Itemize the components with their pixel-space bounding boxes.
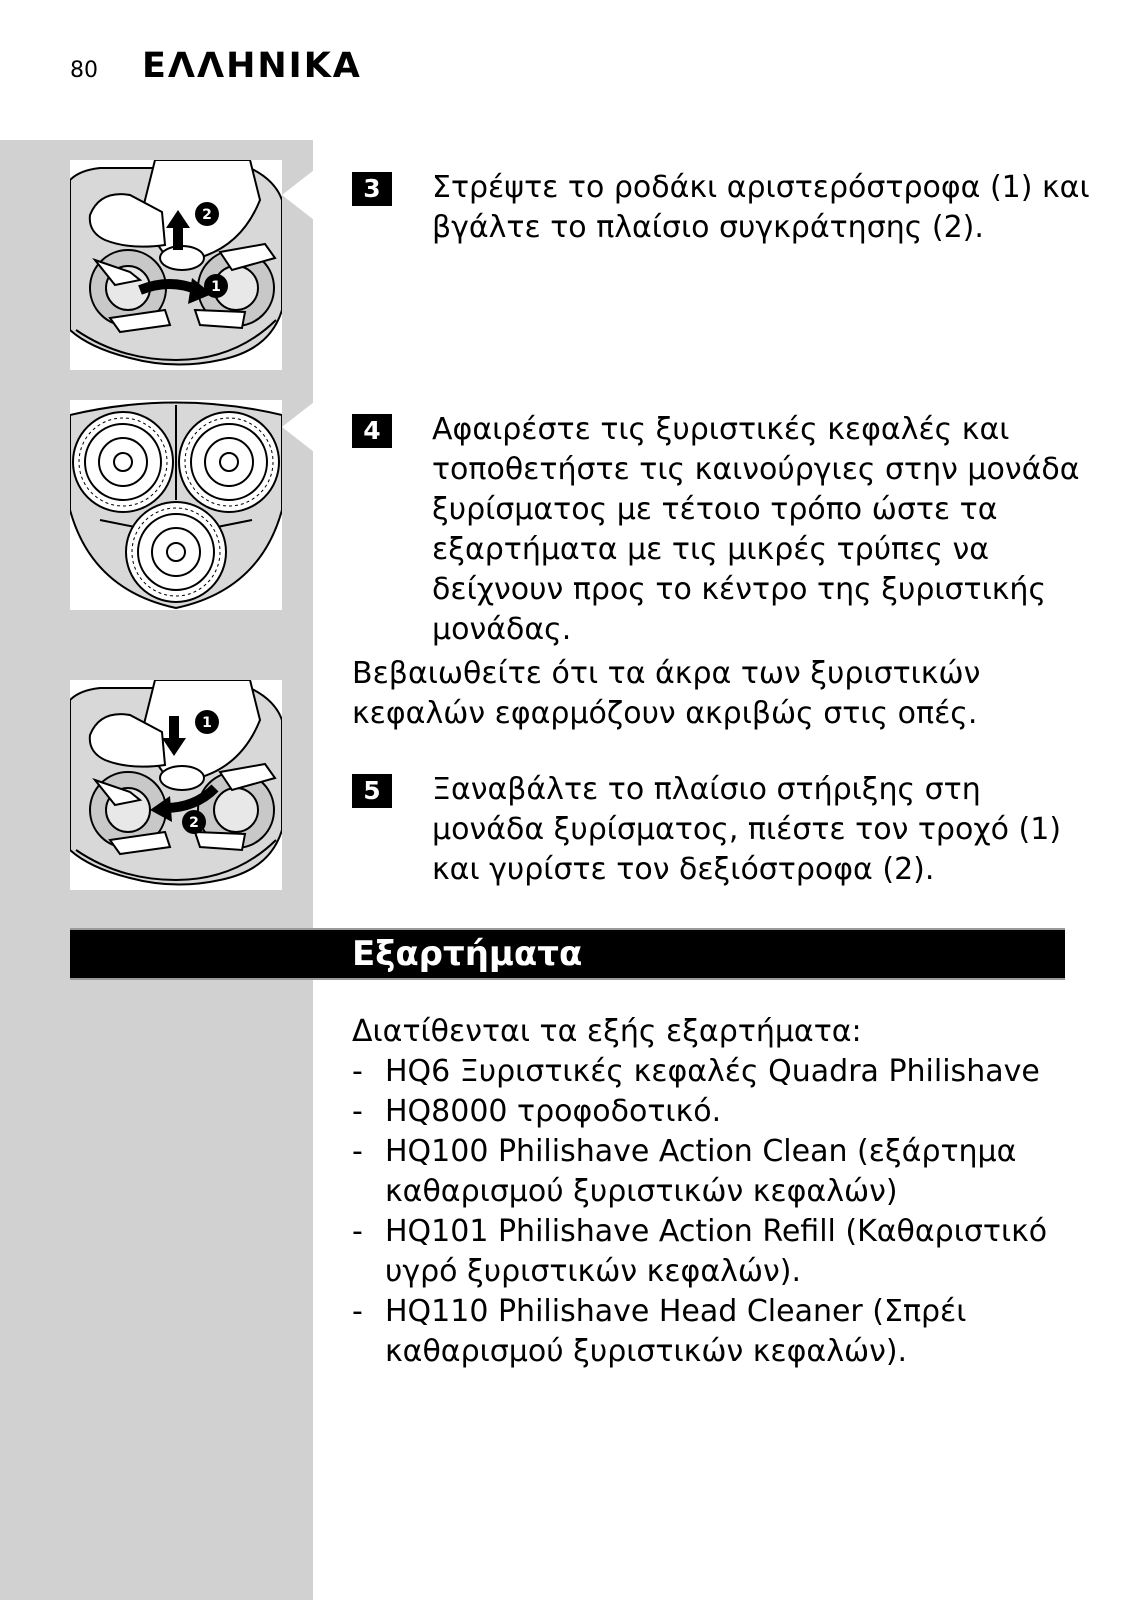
step-text: Ξαναβάλτε το πλαίσιο στήριξης στη μονάδα ξυρίσματος, πιέστε τον τροχό (1) και γυρίστε τον δεξιόστροφα (2). xyxy=(432,772,1062,887)
step-text: Αφαιρέστε τις ξυριστικές κεφαλές και τοποθετήστε τις καινούργιες στην μονάδα ξυρίσματος με τέτοιο τρόπο ώστε τα εξαρτήματα με τις μικρές τρύπες να δείχνουν προς το κέντρο της ξυριστικής μονάδας. xyxy=(432,412,1080,647)
section-title: Εξαρτήματα xyxy=(352,934,583,974)
callout-pointer xyxy=(282,170,314,220)
accessories-intro: Διατίθενται τα εξής εξαρτήματα: xyxy=(352,1014,862,1049)
list-dash: - xyxy=(352,1294,363,1329)
step-number-badge: 3 xyxy=(352,172,392,206)
list-item xyxy=(352,1052,1092,1092)
svg-text:2: 2 xyxy=(202,207,212,223)
list-dash: - xyxy=(352,1134,363,1169)
list-item xyxy=(352,1092,1092,1132)
svg-text:1: 1 xyxy=(211,279,221,295)
list-item-text: HQ101 Philishave Action Refill (Καθαριστικό υγρό ξυριστικών κεφαλών). xyxy=(385,1214,1048,1289)
list-item xyxy=(352,1212,1092,1292)
list-item-text: HQ8000 τροφοδοτικό. xyxy=(385,1094,722,1129)
accessories-list xyxy=(352,1052,1092,1372)
list-item-text: HQ110 Philishave Head Cleaner (Σπρέι καθαρισμού ξυριστικών κεφαλών). xyxy=(385,1294,967,1369)
shaving-heads-top-view-image xyxy=(70,400,282,610)
list-dash: - xyxy=(352,1094,363,1129)
illustration-step-3 xyxy=(70,160,282,370)
placement-note: Βεβαιωθείτε ότι τα άκρα των ξυριστικών κεφαλών εφαρμόζουν ακριβώς στις οπές. xyxy=(352,656,981,731)
shaver-retaining-frame-insertion-image xyxy=(70,680,282,890)
page-number: 80 xyxy=(70,58,98,83)
callout-pointer xyxy=(282,402,314,452)
list-item xyxy=(352,1292,1092,1372)
list-item-text: HQ6 Ξυριστικές κεφαλές Quadra Philishave xyxy=(385,1054,1040,1089)
shaver-retaining-frame-removal-image xyxy=(70,160,282,370)
list-item-text: HQ100 Philishave Action Clean (εξάρτημα καθαρισμού ξυριστικών κεφαλών) xyxy=(385,1134,1017,1209)
section-header-bar xyxy=(70,928,1065,980)
step-text: Στρέψτε το ροδάκι αριστερόστροφα (1) και βγάλτε το πλαίσιο συγκράτησης (2). xyxy=(432,170,1090,245)
illustration-step-4 xyxy=(70,400,282,610)
svg-text:2: 2 xyxy=(189,815,199,831)
step-number-badge: 4 xyxy=(352,414,392,448)
list-dash: - xyxy=(352,1214,363,1249)
step-number-badge: 5 xyxy=(352,774,392,808)
page-language-title: ΕΛΛΗΝΙΚΑ xyxy=(142,46,362,86)
list-item xyxy=(352,1132,1092,1212)
svg-text:1: 1 xyxy=(202,715,212,731)
illustration-step-5 xyxy=(70,680,282,890)
accessories-section xyxy=(352,1012,1092,1372)
list-dash: - xyxy=(352,1054,363,1089)
